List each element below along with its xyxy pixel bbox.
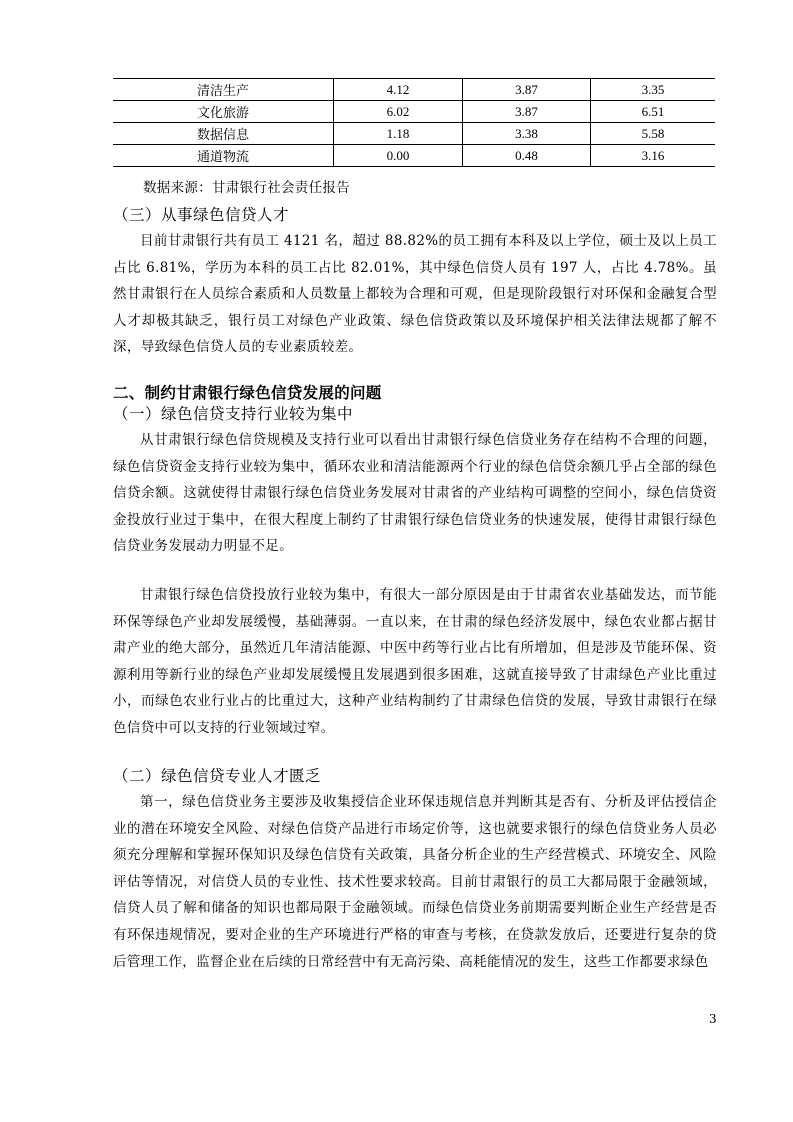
page-number: 3 (709, 1012, 717, 1026)
chapter-2-heading: 二、制约甘肃银行绿色信贷发展的问题 (113, 384, 382, 402)
table-cell: 6.51 (591, 101, 716, 123)
table-cell: 清洁生产 (113, 79, 334, 101)
subsection-2-heading: （二）绿色信贷专业人才匮乏 (113, 767, 322, 785)
table-cell: 通道物流 (113, 145, 334, 167)
table-cell: 1.18 (334, 123, 463, 145)
table-cell: 0.00 (334, 145, 463, 167)
table-cell: 4.12 (334, 79, 463, 101)
table-cell: 3.35 (591, 79, 716, 101)
table-row (113, 79, 715, 101)
subsection-1-paragraph-1: 从甘肃银行绿色信贷规模及支持行业可以看出甘肃银行绿色信贷业务存在结构不合理的问题，绿色信贷资金支持行业较为集中，循环农业和清洁能源两个行业的绿色信贷余额几乎占全部的绿色信贷余额。这就使得甘肃银行绿色信贷业务发展对甘肃省的产业结构可调整的空间小，绿色信贷资金投放行业过于集中，在很大程度上制约了甘肃银行绿色信贷业务的快速发展，使得甘肃银行绿色信贷业务发展动力明显不足。 (113, 432, 717, 555)
table-row (113, 123, 715, 145)
table-cell: 文化旅游 (113, 101, 334, 123)
table-cell: 0.48 (463, 145, 591, 167)
table-cell: 3.87 (463, 101, 591, 123)
table-cell: 6.02 (334, 101, 463, 123)
table-cell: 3.87 (463, 79, 591, 101)
table-cell: 5.58 (591, 123, 716, 145)
table-row (113, 145, 715, 167)
subsection-1-heading: （一）绿色信贷支持行业较为集中 (113, 405, 354, 423)
subsection-2-paragraph: 第一，绿色信贷业务主要涉及收集授信企业环保违规信息并判断其是否有、分析及评估授信企业的潜在环境安全风险、对绿色信贷产品进行市场定价等，这也就要求银行的绿色信贷业务人员必须充分理解和掌握环保知识及绿色信贷有关政策，具备分析企业的生产经营模式、环境安全、风险评估等情况，对信贷人员的专业性、技术性要求较高。目前甘肃银行的员工大都局限于金融领域，信贷人员了解和储备的知识也都局限于金融领域。而绿色信贷业务前期需要判断企业生产经营是否有环保违规情况，要对企业的生产环境进行严格的审查与考核，在贷款发放后，还要进行复杂的贷后管理工作，监督企业在后续的日常经营中有无高污染、高耗能情况的发生，这些工作都要求绿色 (113, 794, 717, 970)
section-3-paragraph: 目前甘肃银行共有员工 4121 名，超过 88.82%的员工拥有本科及以上学位，硕士及以上员工占比 6.81%，学历为本科的员工占比 82.01%，其中绿色信贷人员有 197 人，占比 4.78%。虽然甘肃银行在人员综合素质和人员数量上都较为合理和可观，但是现阶段银行对环保和金融复合型人才却极其缺乏，银行员工对绿色产业政策、绿色信贷政策以及环境保护相关法律法规都了解不深，导致绿色信贷人员的专业素质较差。 (113, 233, 717, 356)
table-cell: 3.16 (591, 145, 716, 167)
source-note: 数据来源：甘肃银行社会责任报告 (143, 180, 350, 196)
subsection-1-paragraph-2: 甘肃银行绿色信贷投放行业较为集中，有很大一部分原因是由于甘肃省农业基础发达，而节能环保等绿色产业却发展缓慢，基础薄弱。一直以来，在甘肃的绿色经济发展中，绿色农业都占据甘肃产业的绝大部分，虽然近几年清洁能源、中医中药等行业占比有所增加，但是涉及节能环保、资源利用等新行业的绿色产业却发展缓慢且发展遇到很多困难，这就直接导致了甘肃绿色产业比重过小，而绿色农业行业占的比重过大，这种产业结构制约了甘肃绿色信贷的发展，导致甘肃银行在绿色信贷中可以支持的行业领域过窄。 (113, 587, 717, 736)
table-cell: 数据信息 (113, 123, 334, 145)
table-cell: 3.38 (463, 123, 591, 145)
section-3-heading: （三）从事绿色信贷人才 (113, 206, 290, 224)
data-table (113, 78, 715, 167)
table-row (113, 101, 715, 123)
